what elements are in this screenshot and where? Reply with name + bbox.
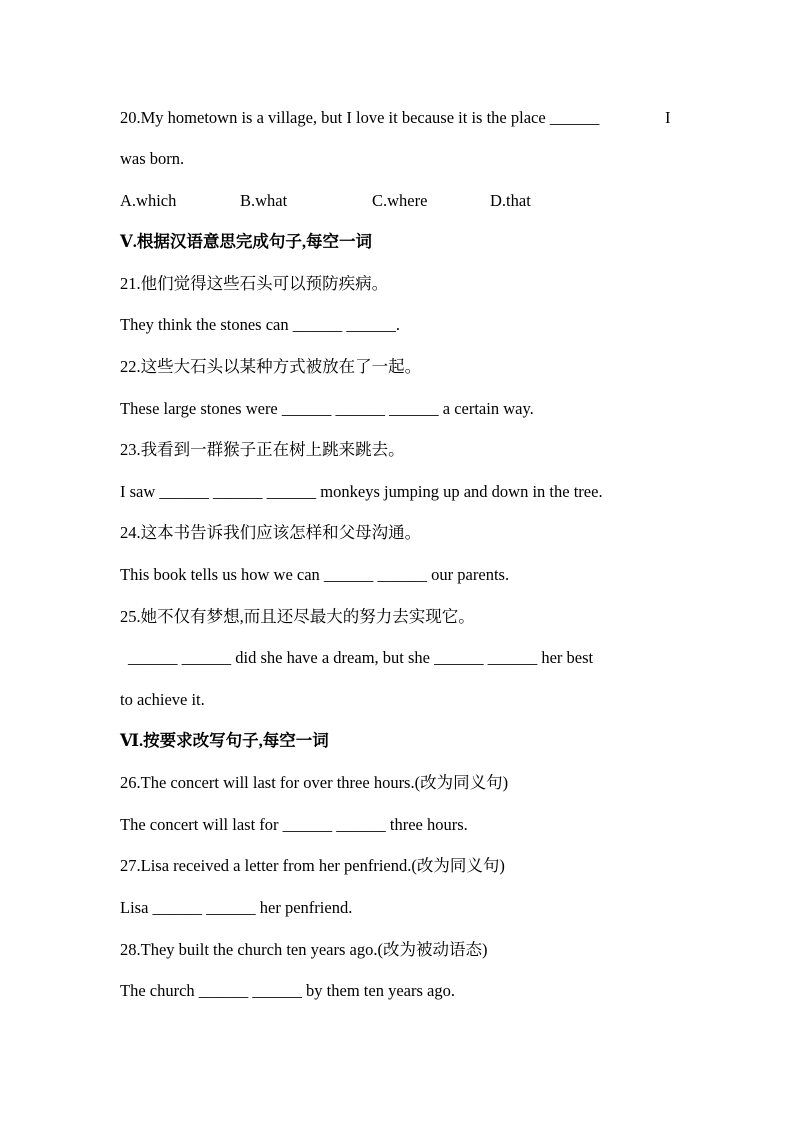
q23-chinese: 23.我看到一群猴子正在树上跳来跳去。 [120,440,405,459]
q25-english-line2: to achieve it. [120,690,205,709]
section6-heading: Ⅵ.按要求改写句子,每空一词 [120,731,329,750]
q20-option-b: B.what [240,191,288,210]
q22-chinese: 22.这些大石头以某种方式被放在了一起。 [120,357,422,376]
q20-stem-line1: 20.My hometown is a village, but I love it because it is the place ______ [120,108,600,127]
q21-chinese: 21.他们觉得这些石头可以预防疾病。 [120,274,389,293]
q26-answer: The concert will last for ______ ______ three hours. [120,815,468,834]
q24-chinese: 24.这本书告诉我们应该怎样和父母沟通。 [120,523,422,542]
q20-stem-line2: was born. [120,149,185,168]
q20-option-c: C.where [372,191,428,210]
q22-english: These large stones were ______ ______ ______ a certain way. [120,399,534,418]
q20-option-d: D.that [490,191,531,210]
q20-option-a: A.which [120,191,177,210]
q21-english: They think the stones can ______ ______. [120,315,401,334]
q28-question: 28.They built the church ten years ago.(改为被动语态) [120,940,488,959]
q25-english-line1: ______ ______ did she have a dream, but she ______ ______ her best [128,648,594,667]
q20-stem-tail: I [665,108,671,127]
q27-answer: Lisa ______ ______ her penfriend. [120,898,353,917]
q24-english: This book tells us how we can ______ ______ our parents. [120,565,510,584]
q26-question: 26.The concert will last for over three hours.(改为同义句) [120,773,509,792]
q23-english: I saw ______ ______ ______ monkeys jumping up and down in the tree. [120,482,603,501]
q27-question: 27.Lisa received a letter from her penfriend.(改为同义句) [120,856,505,875]
section5-heading: Ⅴ.根据汉语意思完成句子,每空一词 [120,232,373,251]
q25-chinese: 25.她不仅有梦想,而且还尽最大的努力去实现它。 [120,607,475,626]
q28-answer: The church ______ ______ by them ten years ago. [120,981,455,1000]
